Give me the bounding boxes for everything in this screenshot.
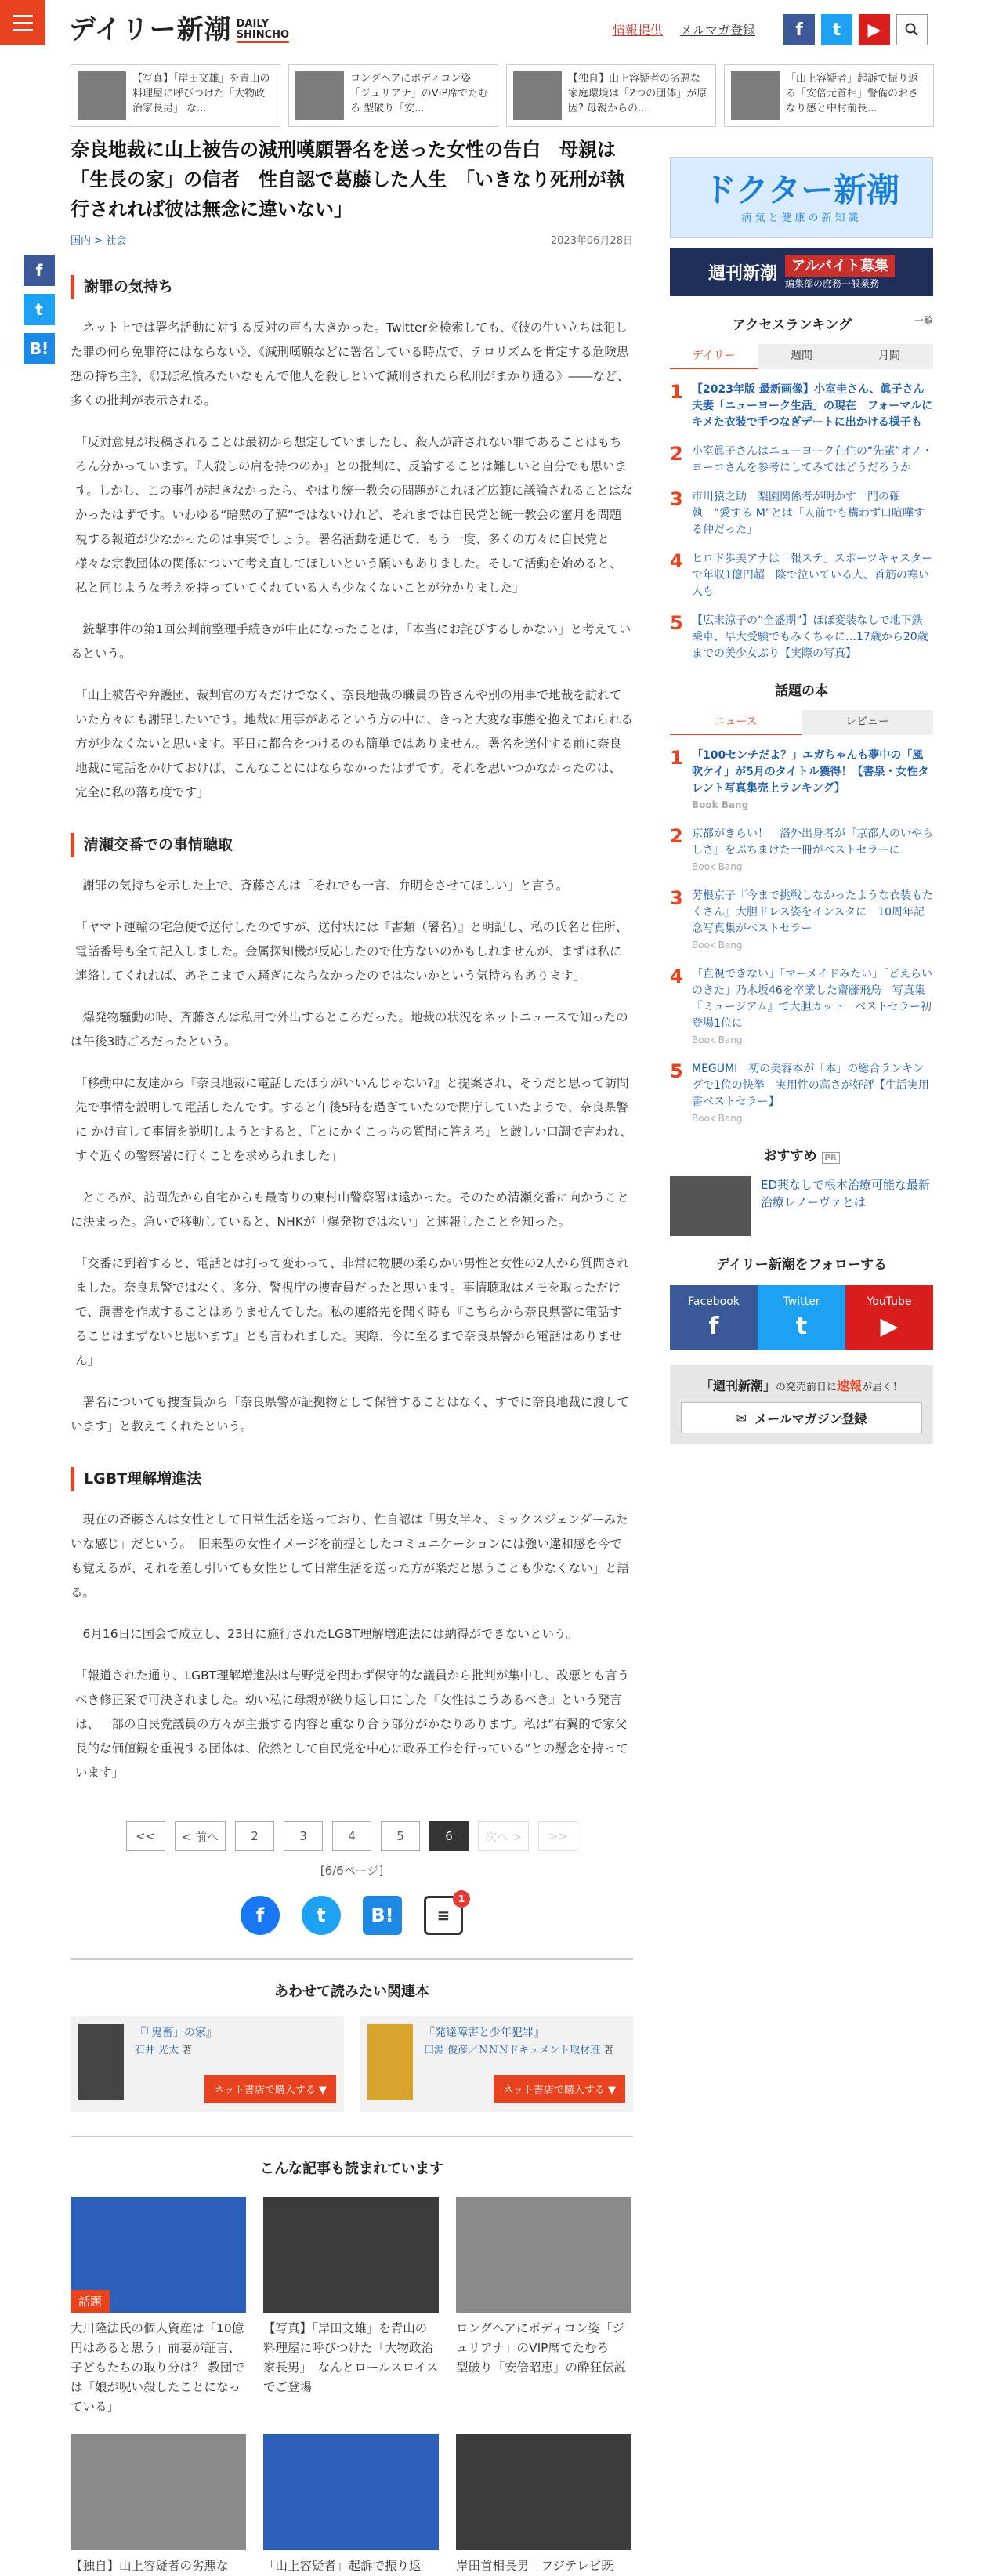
- page-2-button[interactable]: 2: [235, 1821, 274, 1851]
- hatena-share-icon[interactable]: B!: [24, 333, 55, 364]
- book-ranking-item[interactable]: 1 「100センチだよ？」エガちゃんも夢中の「風吹ケイ」が5月のタイトル獲得！【書泉・女性タレント写真集売上ランキング】 Book Bang: [670, 747, 929, 810]
- newsletter-link[interactable]: メルマガ登録: [680, 23, 756, 38]
- card-image: [456, 2197, 631, 2313]
- book-author: 田淵 俊彦／ＮＮＮドキュメント取材班 著: [424, 2045, 614, 2056]
- pr-thumb: [670, 1176, 751, 1236]
- newsletter-box: 「週刊新潮」の発売前日に速報が届く！ ✉ メールマガジン登録: [670, 1365, 933, 1444]
- pickup-thumb: [295, 71, 344, 120]
- page-count: [6/6ページ]: [320, 1864, 384, 1878]
- doctor-shincho-banner[interactable]: ドクター新潮 病気と健康の新知識: [670, 157, 933, 238]
- paragraph: ところが、訪問先から自宅からも最寄りの東村山警察署は遠かった。そのため清瀬交番に向かうことに決まった。急いで移動していると、NHKが「爆発物ではない」と速報したことを知った。: [71, 1190, 630, 1229]
- ranking-item[interactable]: 4 ヒロド歩美アナは「報ステ」スポーツキャスターで年収1億円超 陰で泣いている人、首筋の寒い人も: [670, 550, 933, 598]
- search-icon[interactable]: [896, 14, 928, 45]
- facebook-share-icon[interactable]: f: [24, 255, 55, 286]
- quote-paragraph: 「反対意見が投稿されることは最初から想定していましたし、殺人が許されない罪であることはもちろん分かっています。『人殺しの肩を持つのか』との批判に、反論することは難しいと自分でも思います。しかし、この事件が起きなかったら、やはり統一教会の問題がこれほど広範に議論されることはなかったはずです。いわゆる“暗黙の了解”ではないけれど、それまでは自民党と統一教会の蜜月を問題視する報道が少なかったのは事実でしょう。署名活動を通じて、もう一度、多くの方々に自民党と様々な宗教団体の関係について考え直してほしいという願いもありました。そして活動を始めると、私と同じような考えを持っていてくれている人も少なくないことが分かりました」: [75, 435, 633, 595]
- book-ranking-item[interactable]: 5 MEGUMI 初の美容本が「本」の総合ランキングで1位の快挙 実用性の高さが好評【生活実用書ベストセラー】 Book Bang: [670, 1060, 929, 1124]
- facebook-icon[interactable]: f: [783, 14, 815, 45]
- pickup-thumb: [513, 71, 562, 120]
- facebook-share-icon[interactable]: f: [241, 1896, 280, 1935]
- pickup-thumb: [731, 71, 780, 120]
- first-page-button[interactable]: <<: [126, 1821, 165, 1851]
- paragraph: 謝罪の気持ちを示した上で、斉藤さんは「それでも一言、弁明をさせてほしい」と言う。: [71, 879, 569, 893]
- article-card[interactable]: ロングヘアにボディコン姿「ジュリアナ」のVIP席でたむろ 型破り「安倍昭恵」の酔狂伝説: [456, 2197, 631, 2417]
- page-4-button[interactable]: 4: [332, 1821, 371, 1851]
- menu-button[interactable]: [0, 0, 45, 45]
- book-ranking-item[interactable]: 3 芳根京子『今まで挑戦しなかったような衣装もたくさん』大胆ドレス姿をインスタに 10周年記念写真集がベストセラー Book Bang: [670, 887, 933, 951]
- quote-paragraph: 「ヤマト運輸の宅急便で送付したのですが、送付状には『書類（署名）』と明記し、私の氏名と住所、電話番号も全て記入しました。金属探知機が反応したので仕方ないのかもしれませんが、まずは私に連絡してくれれば、あそこまで大騒ぎにならなかったのではないかという気持ちもあります」: [75, 920, 628, 983]
- twitter-share-icon[interactable]: t: [302, 1896, 341, 1935]
- article-card[interactable]: 【写真】「岸田文雄」を青山の料理屋に呼びつけた「大物政治家長男」 なんとロールスロイスでご登場: [263, 2197, 439, 2417]
- card-image: [263, 2197, 439, 2313]
- paragraph: 署名についても捜査員から「奈良県警が証拠物として保管することはなく、すでに奈良地裁に渡しています」と教えてくれたという。: [71, 1395, 629, 1433]
- comment-icon[interactable]: ≡ 1: [424, 1896, 463, 1935]
- pr-item[interactable]: ED薬なしで根本治療可能な最新治療レノーヴァとは: [670, 1176, 933, 1236]
- article-title: 奈良地裁に山上被告の減刑嘆願署名を送った女性の告白 母親は「生長の家」の信者 性自認で葛藤した人生 「いきなり死刑が執行されれば彼は無念に違いない」: [71, 139, 625, 220]
- follow-youtube[interactable]: YouTube ▶: [845, 1285, 933, 1350]
- site-header: [0, 0, 1006, 63]
- page-5-button[interactable]: 5: [381, 1821, 420, 1851]
- paragraph: 爆発物騒動の時、斉藤さんは私用で外出するところだった。地裁の状況をネットニュースで知ったのは午後3時ごろだったという。: [71, 1010, 628, 1049]
- page-3-button[interactable]: 3: [284, 1821, 323, 1851]
- quote-paragraph: 「報道された通り、LGBT理解増進法は与野党を問わず保守的な議員から批判が集中し、改悪とも言うべき修正案で可決されました。幼い私に母親が繰り返し口にした『女性はこうあるべき』という発言は、一部の自民党議員の方々が主張する内容と重なり合う部分がかなりあります。私は“右翼的で家父長的な価値観を重視する団体は、依然として自民党を中心に政界工作を行っている”との懸念を持っています」: [75, 1668, 630, 1780]
- article-card[interactable]: 岸田首相長男「フジテレビ既: [456, 2434, 631, 2576]
- ranking-heading: アクセスランキング 一覧: [733, 315, 933, 333]
- article-date: 2023年06月28日: [550, 235, 633, 247]
- prev-page-button[interactable]: < 前へ: [175, 1821, 226, 1851]
- buy-button[interactable]: ネット書店で購入する ▼: [494, 2075, 625, 2103]
- share-row: [71, 1893, 633, 1935]
- info-link[interactable]: 情報提供: [613, 23, 664, 38]
- page-6-button[interactable]: 6: [429, 1821, 469, 1851]
- logo-text: デイリー新潮: [69, 14, 232, 45]
- follow-twitter[interactable]: Twitter t: [758, 1285, 845, 1350]
- paragraph: ネット上では署名活動に対する反対の声も大きかった。Twitterを検索しても、《彼の生い立ちは犯した罪の何ら免罪符にはならない》、《減刑嘆願などに署名している時点で、テロリズムを肯定する危険思想の持ち主》、《ほぼ私憤みたいなもんで他人を殺しといて減刑されたら私刑がまかり通る》――など、多くの批判が表示される。: [71, 321, 630, 408]
- ranking-all-link[interactable]: 一覧: [914, 315, 933, 326]
- book-ranking-item[interactable]: 2 京都がきらい！ 洛外出身者が『京都人のいやらしさ』をぶちまけた一冊がベストセラーに Book Bang: [670, 825, 933, 872]
- mail-icon: ✉: [736, 1410, 747, 1426]
- comment-count: 1: [453, 1890, 470, 1908]
- card-image: [456, 2434, 631, 2550]
- pickup-thumb: [78, 71, 126, 120]
- also-read-heading: こんな記事も読まれています: [260, 2161, 443, 2177]
- twitter-share-icon[interactable]: t: [24, 294, 55, 325]
- divider: [71, 1958, 633, 1960]
- topic-tag: 話題: [71, 2290, 110, 2313]
- section-heading: LGBT理解増進法: [71, 1467, 633, 1491]
- hatena-share-icon[interactable]: B!: [363, 1896, 402, 1935]
- paragraph: 6月16日に国会で成立し、23日に施行されたLGBT理解増進法には納得ができないという。: [71, 1627, 579, 1641]
- weekly-job-banner[interactable]: 週刊新潮 アルバイト募集 編集部の庶務一般業務: [670, 248, 933, 296]
- book-title[interactable]: 『「鬼畜」の家』: [135, 2027, 217, 2039]
- pickup-item[interactable]: 【写真】「岸田文雄」を青山の料理屋に呼びつけた「大物政治家長男」 な...: [71, 64, 280, 127]
- paragraph: 現在の斉藤さんは女性として日常生活を送っており、性自認は「男女半々、ミックスジェンダーみたいな感じ」だという。「旧来型の女性イメージを前提としたコミュニケーションには強い違和感を今でも覚えるが、それを差し引いても女性として日常生活を送った方が楽だと思うことも少なくない」と語る。: [71, 1513, 630, 1600]
- article-card[interactable]: 「山上容疑者」起訴で振り返: [263, 2434, 439, 2576]
- ranking-item[interactable]: 2 小室眞子さんはニューヨーク在住の“先輩”オノ・ヨーコさんを参考にしてみてはどうだろうか: [670, 443, 933, 474]
- tab-news[interactable]: ニュース: [670, 710, 802, 735]
- card-image: [71, 2197, 246, 2313]
- pagination: [71, 1821, 633, 1851]
- share-sidebar: [24, 255, 55, 364]
- card-image: [263, 2434, 439, 2550]
- follow-heading: デイリー新潮をフォローする: [715, 1257, 888, 1273]
- quote-paragraph: 「交番に到着すると、電話とは打って変わって、非常に物腰の柔らかい男性と女性の2人から質問されました。奈良県警ではなく、多分、警視庁の捜査員だったと思います。事情聴取はメモを取っただけで、調書を作成することはありませんでした。私の連絡先を聞く時も『こちらから奈良県警に電話することはまずないと思います』とも言われました。実際、今に至るまで奈良県警から電話はありません」: [75, 1256, 629, 1368]
- book-cover: [78, 2024, 124, 2100]
- tab-review[interactable]: レビュー: [802, 710, 933, 735]
- quote-paragraph: 「移動中に友達から『奈良地裁に電話したほうがいいんじゃない?』と提案され、そうだと思って訪問先で事情を説明して電話したんです。すると午後5時を過ぎていたので閉庁していたようで、奈良県警に かけ直して事情を説明しようとすると、『とにかくこっちの質問に答えろ』と厳しい口調で言われ、すぐ近くの警察署に行くことを求められました」: [75, 1076, 632, 1163]
- breadcrumb-domestic[interactable]: 国内: [71, 235, 92, 247]
- paragraph: 銃撃事件の第1回公判前整理手続きが中止になったことは、「本当にお詫びするしかない」と考えているという。: [71, 622, 631, 661]
- divider: [71, 2136, 633, 2137]
- pickup-item[interactable]: 【独自】山上容疑者の劣悪な家庭環境は「2つの団体」が原因? 母親からの...: [506, 64, 716, 127]
- follow-facebook[interactable]: Facebook f: [670, 1285, 758, 1350]
- book-ranking-item[interactable]: 4 「直視できない」「マーメイドみたい」「どえらいのきた」乃木坂46を卒業した齋藤飛鳥 写真集『ミュージアム』で大胆カット ベストセラー初登場1位に Book Bang: [670, 966, 933, 1045]
- book-card[interactable]: [71, 2016, 344, 2112]
- tab-daily[interactable]: デイリー: [670, 344, 758, 369]
- recommend-heading: おすすめ PR: [670, 1144, 933, 1164]
- site-logo[interactable]: [69, 14, 289, 45]
- breadcrumb-society[interactable]: 社会: [106, 235, 127, 247]
- pickup-item[interactable]: ロングヘアにボディコン姿「ジュリアナ」のVIP席でたむろ 型破り「安...: [288, 64, 498, 127]
- book-cover: [367, 2024, 413, 2100]
- logo-sub: DAILY SHINCHO: [237, 19, 289, 41]
- article-card[interactable]: 話題 大川隆法氏の個人資産は「10億円はあると思う」前妻が証言、子どもたちの取り分は？ 教団では「娘が呪い殺したことになっている」: [71, 2197, 246, 2417]
- article: [71, 135, 633, 2576]
- article-card[interactable]: 【独自】山上容疑者の劣悪な: [71, 2434, 246, 2576]
- ranking-item[interactable]: 5 【広末涼子の“全盛期”】ほぼ変装なしで地下鉄乗車、早大受験でもみくちゃに…17歳から20歳までの美少女ぶり【実際の写真】: [670, 612, 928, 660]
- breadcrumb: 国内 > 社会: [71, 235, 127, 247]
- ranking-item[interactable]: 1 【2023年版 最新画像】小室圭さん、眞子さん夫妻「ニューヨーク生活」の現在 フォーマルにキメた衣装で手つなぎデートに出かける様子も: [670, 381, 933, 429]
- newsletter-signup-button[interactable]: ✉ メールマガジン登録: [681, 1402, 922, 1433]
- next-page-button: 次へ >: [478, 1821, 529, 1851]
- book-title[interactable]: 『発達障害と少年犯罪』: [424, 2027, 545, 2039]
- ranking-item[interactable]: 3 市川猿之助 梨園関係者が明かす一門の確執 “愛する M”とは「人前でも構わず口喧嘩する仲だった」: [670, 488, 925, 536]
- tab-weekly[interactable]: 週間: [758, 344, 845, 369]
- twitter-icon[interactable]: t: [821, 14, 852, 45]
- section-heading: 謝罪の気持ち: [71, 275, 633, 299]
- pickup-item[interactable]: 「山上容疑者」起訴で振り返る「安倍元首相」警備のおざなり感と中村前長...: [724, 64, 934, 127]
- books-heading: 話題の本: [775, 683, 828, 699]
- buy-button[interactable]: ネット書店で購入する ▼: [204, 2075, 336, 2103]
- book-card[interactable]: [360, 2016, 633, 2112]
- last-page-button: >>: [538, 1821, 577, 1851]
- section-heading: 清瀬交番での事情聴取: [71, 833, 633, 857]
- quote-paragraph: 「山上被告や弁護団、裁判官の方々だけでなく、奈良地裁の職員の皆さんや別の用事で地裁を訪れていた方々にも謝罪したいです。地裁に用事があるという方の中に、きっと大変な事態を抱えておられる方が少なくないと思います。平日に都合をつけるのも簡単ではありません。署名を送付する前に奈良地裁に電話をかけておけば、こんなことにはならなかったはずです。それを思いつかなかったのは、完全に私の落ち度です」: [75, 688, 633, 799]
- tab-monthly[interactable]: 月間: [845, 344, 933, 369]
- book-author: 石井 光太 著: [135, 2045, 193, 2056]
- youtube-icon[interactable]: ▶: [859, 14, 890, 45]
- sidebar: [670, 157, 933, 1444]
- pickup-strip: [71, 64, 934, 127]
- related-books-heading: あわせて読みたい関連本: [274, 1984, 429, 2000]
- card-image: [71, 2434, 246, 2550]
